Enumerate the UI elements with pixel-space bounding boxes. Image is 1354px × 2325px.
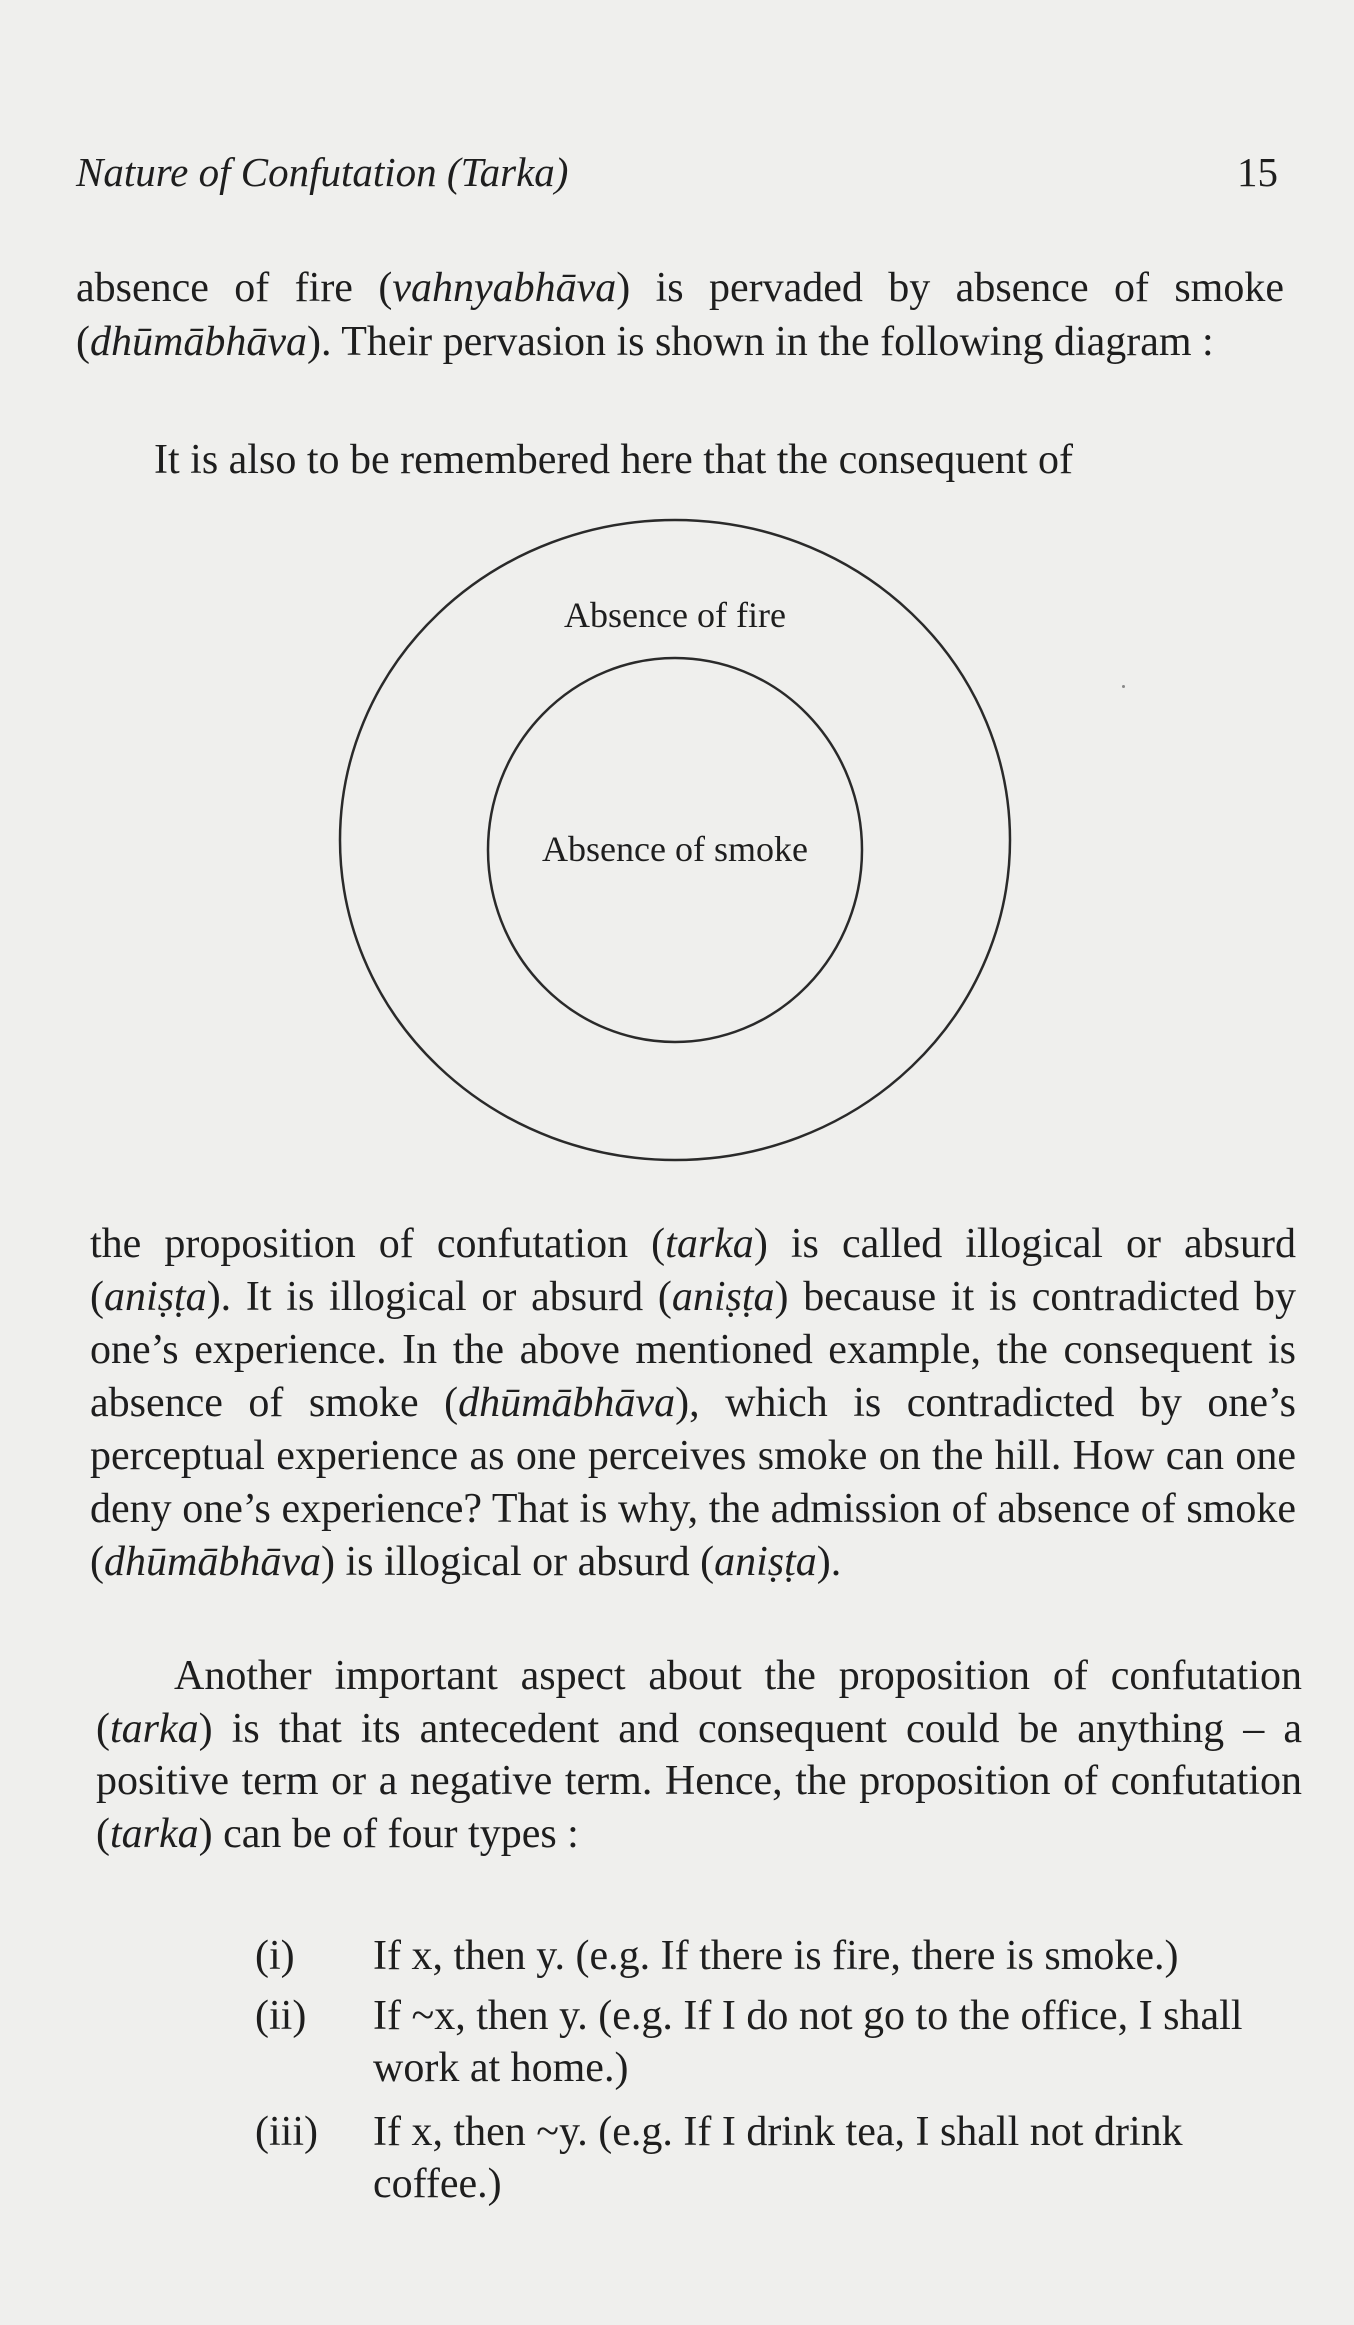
list-item [255,2106,1305,2222]
text-span: ) is pervaded by absence of smoke ( [76,265,1284,365]
list-item-number: (ii) [255,1993,307,2039]
sanskrit-term: dhūmābhāva [458,1380,676,1426]
list-item-text: If x, then y. (e.g. If there is fire, there is smoke.) [373,1933,1179,1979]
tarka-types-list [255,1930,1305,2222]
print-speck [1122,685,1125,688]
pervasion-diagram [330,510,1020,1170]
running-title: Nature of Confutation (Tarka) [76,149,569,195]
text-span: ) because it is contradicted by one’s experience. In the above mentioned example, the consequent is absence of smoke ( [90,1274,1296,1426]
inner-circle-label: Absence of smoke [542,829,808,869]
list-item-number: (iii) [255,2109,318,2155]
text-span: ) is that its antecedent and consequent could be anything – a positive term or a negative term. Hence, the proposition of confutation ( [96,1705,1302,1857]
paragraph-1 [76,262,1284,369]
list-item [255,1990,1305,2106]
text-span: ) is illogical or absurd ( [320,1539,715,1585]
paragraph-2 [76,434,1284,488]
paragraph-4 [96,1650,1302,1860]
text-span: It is also to be remembered here that the consequent of [154,437,1073,483]
list-item-number: (i) [255,1933,295,1979]
text-span: ). It is illogical or absurd ( [206,1274,672,1320]
text-span: Another important aspect about the proposition of confutation ( [96,1653,1302,1752]
list-item-text: If x, then ~y. (e.g. If I drink tea, I shall not drink coffee.) [373,2109,1183,2207]
text-span: ). Their pervasion is shown in the following diagram : [306,318,1214,365]
sanskrit-term: vahnyabhāva [392,265,617,311]
text-span: absence of fire ( [76,265,393,311]
sanskrit-term: dhūmābhāva [104,1539,321,1585]
text-span: ), which is contradicted by one’s perceptual experience as one perceives smoke on the hill. How can one deny one’s experience? That is why, the admission of absence of smoke ( [90,1380,1297,1585]
sanskrit-term: tarka [665,1221,754,1267]
outer-circle-label: Absence of fire [564,595,786,635]
page-number: 15 [1237,149,1278,195]
list-item [255,1930,1305,1990]
text-span: ) is called illogical or absurd ( [90,1221,1296,1320]
list-item-text: If ~x, then y. (e.g. If I do not go to the office, I shall work at home.) [373,1993,1243,2091]
sanskrit-term: aniṣṭa [104,1274,207,1320]
sanskrit-term: tarka [110,1705,199,1752]
text-span: ) can be of four types : [198,1810,579,1857]
text-span: the proposition of confutation ( [90,1221,666,1267]
sanskrit-term: tarka [110,1810,199,1857]
paragraph-3 [90,1218,1296,1589]
sanskrit-term: dhūmābhāva [90,318,307,365]
text-span: ). [816,1539,842,1585]
sanskrit-term: aniṣṭa [671,1274,775,1320]
sanskrit-term: aniṣṭa [714,1539,817,1585]
